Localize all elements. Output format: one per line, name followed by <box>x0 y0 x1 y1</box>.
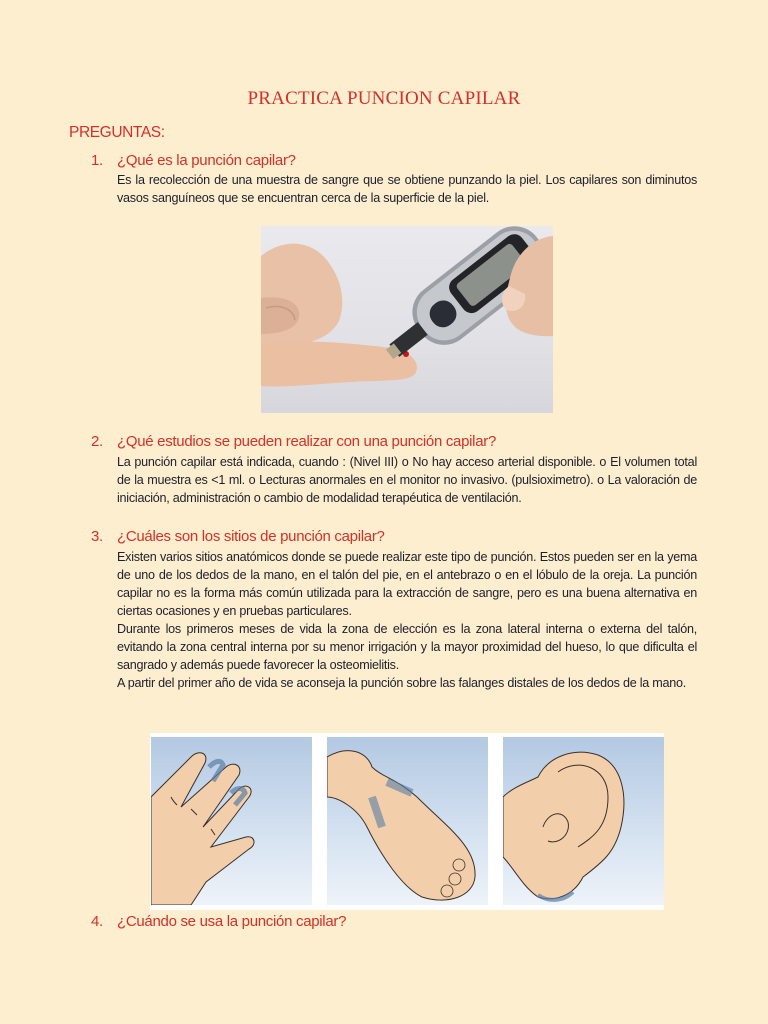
answer-2 <box>117 453 697 507</box>
question-4 <box>91 913 346 930</box>
question-2 <box>91 433 496 450</box>
question-number: 1. <box>91 152 103 169</box>
question-1 <box>91 152 296 169</box>
puncture-sites-illustration <box>150 733 664 910</box>
question-text: ¿Qué es la punción capilar? <box>117 152 296 169</box>
answer-paragraph: Durante los primeros meses de vida la zona de elección es la zona lateral interna o externa del talón, evitando la zona central interna por su menor irrigación y la mayor proximidad del hueso, lo que dificulta el sangrado y además puede favorecer la osteomielitis. <box>117 622 697 672</box>
question-text: ¿Cuáles son los sitios de punción capilar? <box>117 528 385 545</box>
answer-paragraph: La punción capilar está indicada, cuando : (Nivel III) o No hay acceso arterial disponible. o El volumen total de la muestra es <1 ml. o Lecturas anormales en el monitor no invasivo. (pulsioximetro). o La valoración de iniciación, administración o cambio de modalidad terapéutica de ventilación. <box>117 455 697 505</box>
question-3 <box>91 528 385 545</box>
ear-lobe-illustration <box>503 737 664 905</box>
hand-fingertips-illustration <box>151 737 312 905</box>
question-number: 3. <box>91 528 103 545</box>
answer-paragraph: A partir del primer año de vida se aconseja la punción sobre las falanges distales de los dedos de la mano. <box>117 676 687 690</box>
infant-heel-illustration <box>327 737 488 905</box>
document-title: PRACTICA PUNCION CAPILAR <box>247 88 521 109</box>
question-number: 4. <box>91 913 103 930</box>
glucometer-photo-graphic <box>261 226 553 413</box>
glucometer-finger-prick-photo <box>261 226 553 413</box>
question-text: ¿Cuándo se usa la punción capilar? <box>117 913 347 930</box>
question-text: ¿Qué estudios se pueden realizar con una punción capilar? <box>117 433 496 450</box>
answer-1 <box>117 171 697 207</box>
section-label: PREGUNTAS: <box>69 124 165 141</box>
answer-paragraph: Es la recolección de una muestra de sangre que se obtiene punzando la piel. Los capilares son diminutos vasos sanguíneos que se encuentran cerca de la superficie de la piel. <box>117 173 697 205</box>
answer-3 <box>117 548 697 692</box>
question-number: 2. <box>91 433 103 450</box>
answer-paragraph: Existen varios sitios anatómicos donde se puede realizar este tipo de punción. Estos pueden ser en la yema de uno de los dedos de la mano, en el talón del pie, en el antebrazo o en el lóbulo de la oreja. La punción capilar no es la forma más común utilizada para la extracción de sangre, pero es una buena alternativa en ciertas ocasiones y en pruebas particulares. <box>117 550 697 618</box>
